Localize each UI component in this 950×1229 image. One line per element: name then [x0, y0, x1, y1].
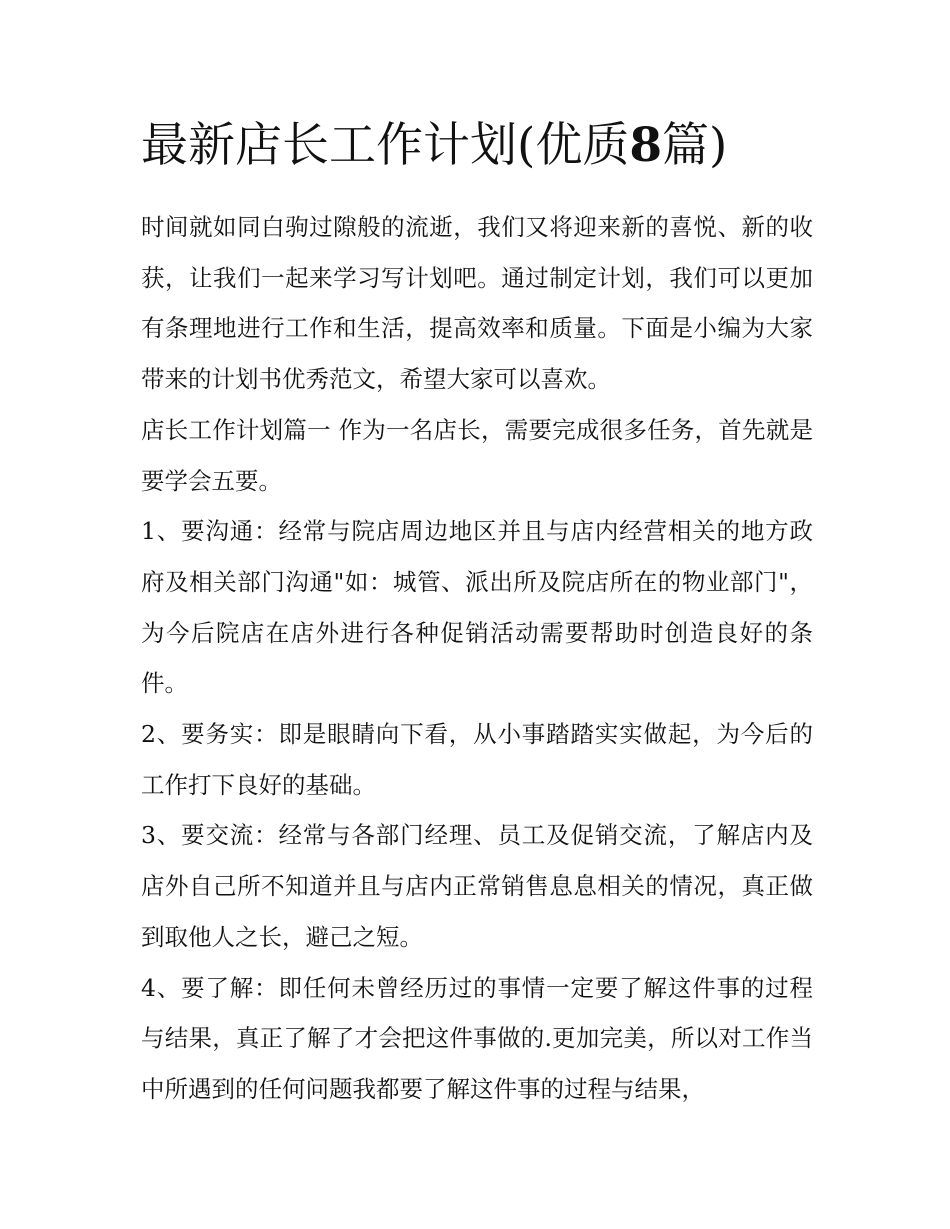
paragraph-item-4: 4、要了解：即任何未曾经历过的事情一定要了解这件事的过程与结果，真正了解了才会把这件事做的.更加完美，所以对工作当中所遇到的任何问题我都要了解这件事的过程与结果，	[141, 973, 813, 1103]
paragraph-item-2: 2、要务实：即是眼睛向下看，从小事踏踏实实做起，为今后的工作打下良好的基础。	[141, 720, 813, 799]
document-body	[141, 112, 813, 1115]
paragraph-item-3: 3、要交流：经常与各部门经理、员工及促销交流，了解店内及店外自己所不知道并且与店内正常销售息息相关的情况，真正做到取他人之长，避己之短。	[141, 821, 813, 951]
paragraph-item-1: 1、要沟通：经常与院店周边地区并且与店内经营相关的地方政府及相关部门沟通"如：城管、派出所及院店所在的物业部门"，为今后院店在店外进行各种促销活动需要帮助时创造良好的条件。	[141, 517, 813, 698]
paragraph-intro: 时间就如同白驹过隙般的流逝，我们又将迎来新的喜悦、新的收获，让我们一起来学习写计划吧。通过制定计划，我们可以更加有条理地进行工作和生活，提高效率和质量。下面是小编为大家带来的计划书优秀范文，希望大家可以喜欢。	[141, 213, 813, 394]
document-title: 最新店长工作计划(优质8篇)	[141, 118, 728, 173]
title-count: 8	[629, 118, 663, 173]
paragraph-plan-one: 店长工作计划篇一 作为一名店长，需要完成很多任务，首先就是要学会五要。	[141, 415, 813, 495]
